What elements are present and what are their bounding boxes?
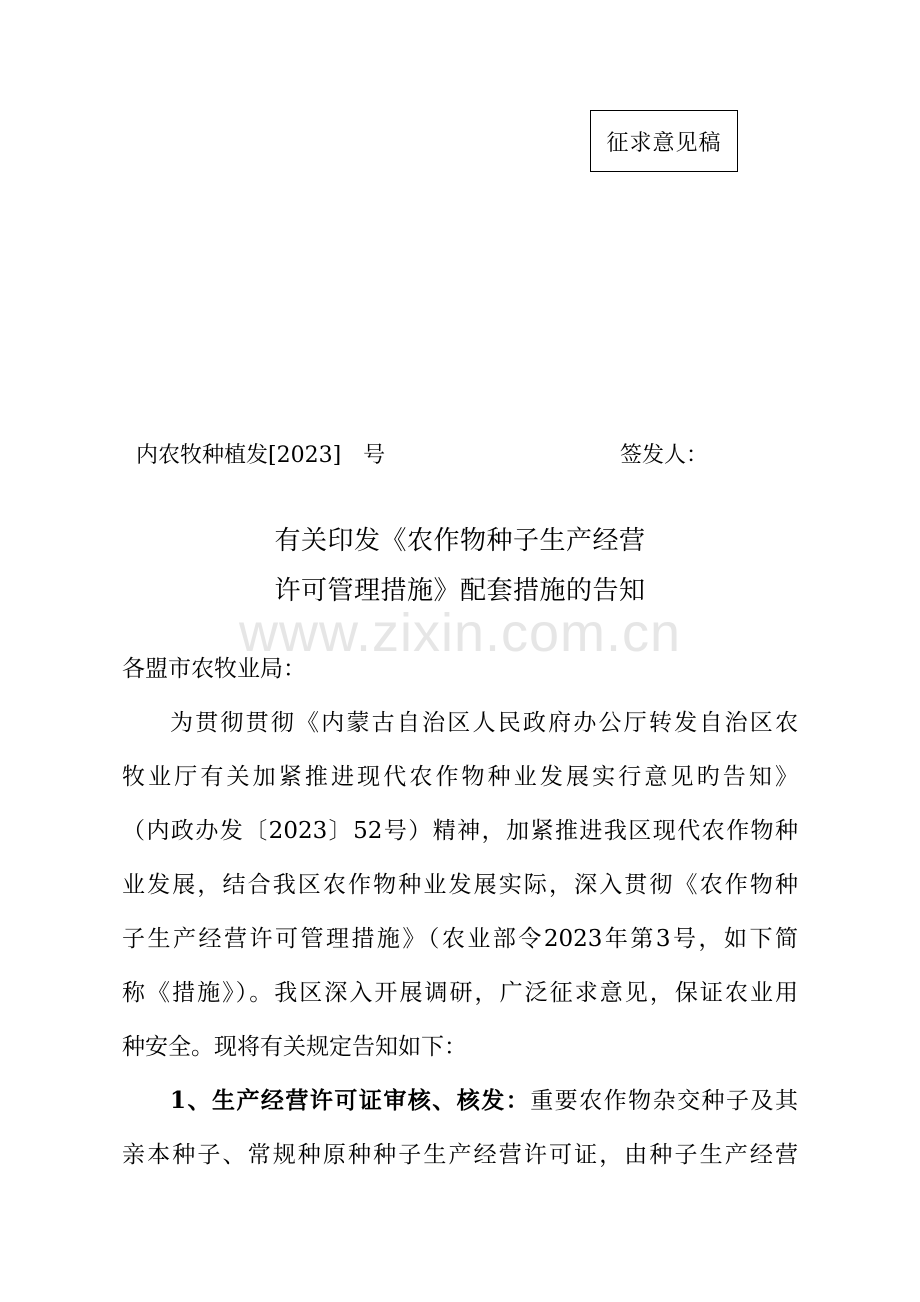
paragraph-line: 为贯彻贯彻《内蒙古自治区人民政府办公厅转发自治区农 [170, 710, 798, 736]
watermark: www.zixin.com.cn [238, 603, 682, 663]
paragraph-line: 牧业厅有关加紧推进现代农作物种业发展实行意见旳告知》 [122, 764, 798, 790]
item-1-heading: 1、生产经营许可证审核、核发： [170, 1087, 531, 1114]
paragraph-line: 种安全。现将有关规定告知如下： [122, 1034, 467, 1060]
item-1-text: 重要农作物杂交种子及其 [530, 1088, 798, 1114]
document-title-line-1: 有关印发《农作物种子生产经营 [274, 526, 646, 556]
draft-stamp: 征求意见稿 [590, 110, 738, 172]
item-1-line: 亲本种子、常规种原种种子生产经营许可证，由种子生产经营 [122, 1142, 798, 1168]
item-1-line [170, 1082, 798, 1115]
signer-label: 签发人： [620, 443, 709, 468]
paragraph-line: （内政办发〔2023〕52号）精神，加紧推进我区现代农作物种 [122, 818, 798, 844]
paragraph-line: 业发展，结合我区农作物种业发展实际，深入贯彻《农作物种 [122, 872, 798, 898]
document-number: 内农牧种植发[2023] 号 [136, 443, 386, 468]
addressee: 各盟市农牧业局： [122, 656, 306, 682]
paragraph-line: 称《措施》）。我区深入开展调研，广泛征求意见，保证农业用 [122, 980, 798, 1006]
document-title-line-2: 许可管理措施》配套措施的告知 [274, 576, 646, 606]
paragraph-line: 子生产经营许可管理措施》（农业部令2023年第3号，如下简 [122, 926, 798, 952]
